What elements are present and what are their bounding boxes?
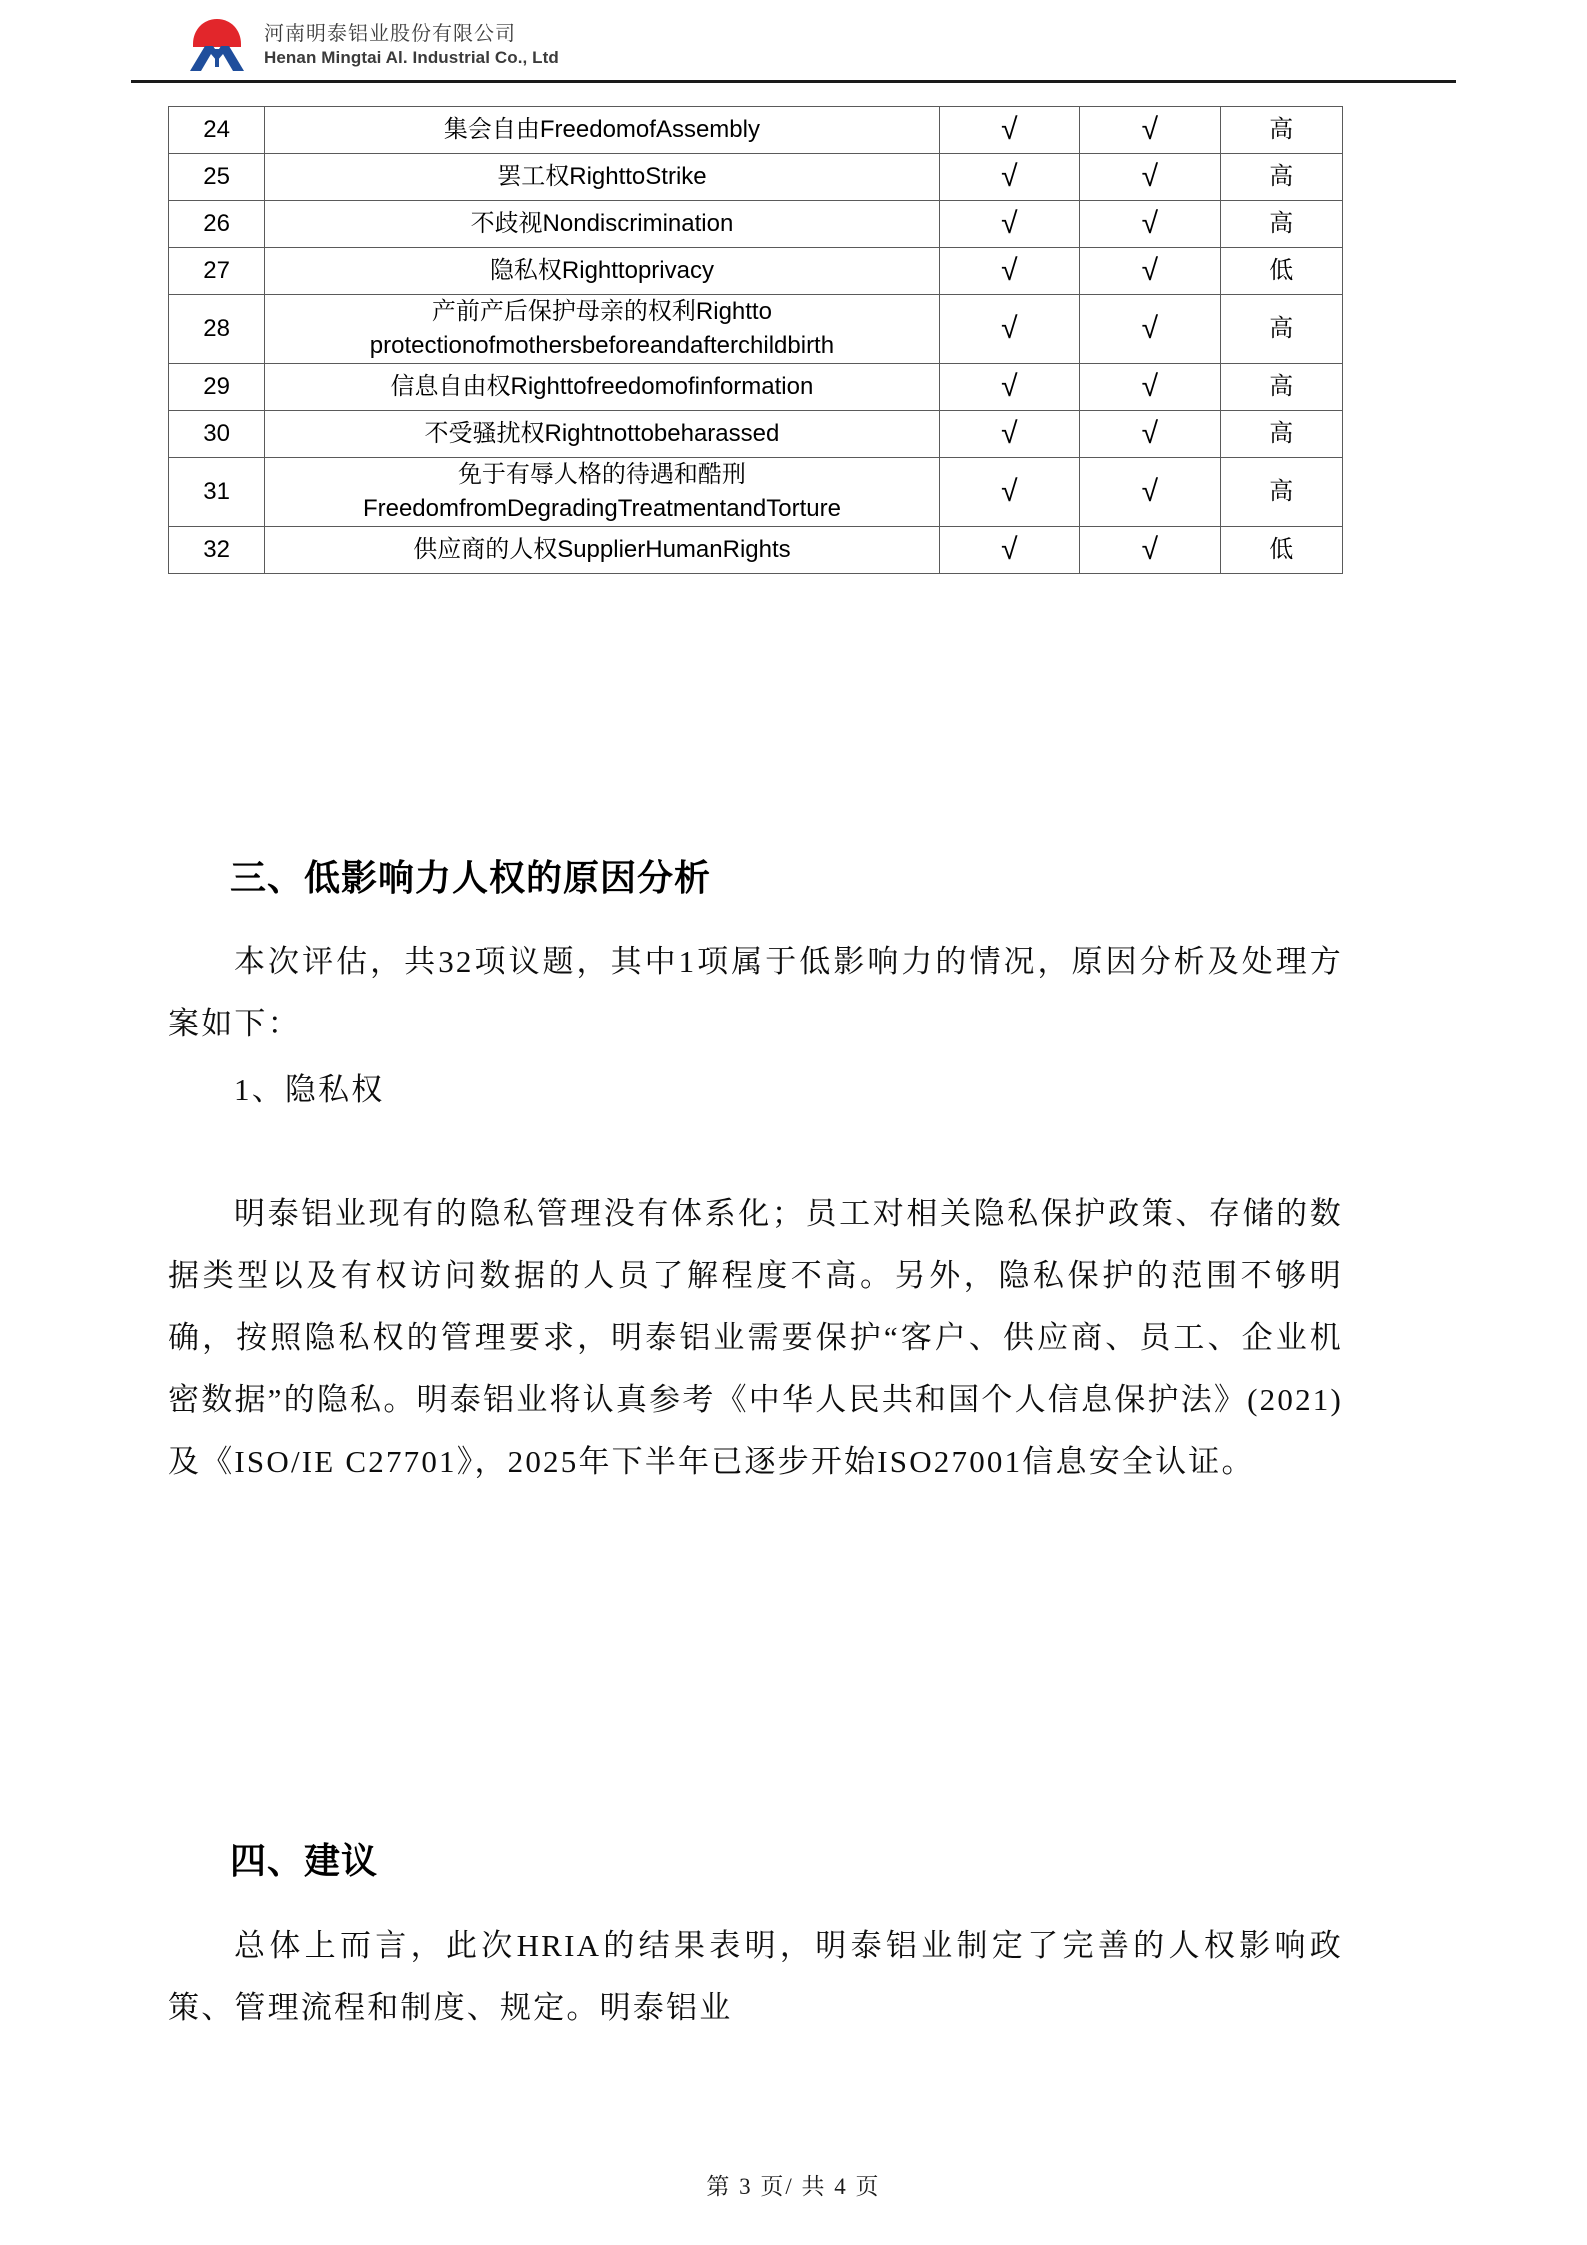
human-rights-issues-table bbox=[168, 106, 1343, 574]
cell-issue-name: 集会自由FreedomofAssembly bbox=[265, 107, 939, 154]
cell-check-2: √ bbox=[1080, 364, 1221, 411]
table-row bbox=[169, 295, 1343, 364]
cell-issue-name: 信息自由权Righttofreedomofinformation bbox=[265, 364, 939, 411]
section-3-paragraph-1: 本次评估，共32项议题，其中1项属于低影响力的情况，原因分析及处理方案如下： bbox=[168, 944, 1343, 1041]
cell-impact-level: 高 bbox=[1220, 364, 1342, 411]
cell-row-number: 25 bbox=[169, 154, 265, 201]
cell-check-1: √ bbox=[939, 248, 1080, 295]
table-body bbox=[169, 107, 1343, 574]
cell-impact-level: 低 bbox=[1220, 248, 1342, 295]
section-4-paragraph-1: 总体上而言，此次HRIA的结果表明，明泰铝业制定了完善的人权影响政策、管理流程和制度、规定。明泰铝业 bbox=[168, 1928, 1343, 2025]
cell-issue-name: 不受骚扰权Rightnottobeharassed bbox=[265, 411, 939, 458]
cell-check-1: √ bbox=[939, 364, 1080, 411]
cell-check-1: √ bbox=[939, 458, 1080, 527]
cell-check-1: √ bbox=[939, 527, 1080, 574]
cell-check-2: √ bbox=[1080, 154, 1221, 201]
cell-impact-level: 高 bbox=[1220, 295, 1342, 364]
cell-impact-level: 低 bbox=[1220, 527, 1342, 574]
cell-check-2: √ bbox=[1080, 201, 1221, 248]
cell-issue-name: 隐私权Righttoprivacy bbox=[265, 248, 939, 295]
mingtai-sunrise-logo-icon bbox=[186, 16, 248, 74]
company-name-block bbox=[264, 24, 559, 66]
cell-impact-level: 高 bbox=[1220, 411, 1342, 458]
table-row bbox=[169, 201, 1343, 248]
cell-check-1: √ bbox=[939, 295, 1080, 364]
section-3-heading: 三、低影响力人权的原因分析 bbox=[230, 856, 712, 898]
cell-check-2: √ bbox=[1080, 411, 1221, 458]
section-3-paragraph-2: 明泰铝业现有的隐私管理没有体系化；员工对相关隐私保护政策、存储的数据类型以及有权访问数据的人员了解程度不高。另外，隐私保护的范围不够明确，按照隐私权的管理要求，明泰铝业需要保护“客户、供应商、员工、企业机密数据”的隐私。明泰铝业将认真参考《中华人民共和国个人信息保护法》(2021)及《ISO/IE C27701》，2025年下半年已逐步开始ISO27001信息安全认证。 bbox=[168, 1196, 1343, 1479]
cell-impact-level: 高 bbox=[1220, 458, 1342, 527]
table-row bbox=[169, 154, 1343, 201]
cell-issue-name: 罢工权RighttoStrike bbox=[265, 154, 939, 201]
company-logo-block bbox=[186, 16, 559, 74]
page-footer: 第 3 页/ 共 4 页 bbox=[706, 2174, 881, 2199]
table-row bbox=[169, 527, 1343, 574]
letterhead bbox=[0, 0, 1587, 118]
cell-row-number: 32 bbox=[169, 527, 265, 574]
cell-check-1: √ bbox=[939, 107, 1080, 154]
cell-row-number: 31 bbox=[169, 458, 265, 527]
cell-impact-level: 高 bbox=[1220, 201, 1342, 248]
cell-row-number: 30 bbox=[169, 411, 265, 458]
cell-check-1: √ bbox=[939, 201, 1080, 248]
cell-impact-level: 高 bbox=[1220, 107, 1342, 154]
table-row bbox=[169, 364, 1343, 411]
table-row bbox=[169, 458, 1343, 527]
section-4-heading: 四、建议 bbox=[230, 1839, 379, 1881]
table-row bbox=[169, 107, 1343, 154]
cell-check-2: √ bbox=[1080, 527, 1221, 574]
cell-check-2: √ bbox=[1080, 458, 1221, 527]
cell-row-number: 28 bbox=[169, 295, 265, 364]
cell-impact-level: 高 bbox=[1220, 154, 1342, 201]
company-name-cn: 河南明泰铝业股份有限公司 bbox=[264, 23, 516, 45]
cell-row-number: 29 bbox=[169, 364, 265, 411]
cell-row-number: 26 bbox=[169, 201, 265, 248]
cell-check-1: √ bbox=[939, 154, 1080, 201]
cell-check-2: √ bbox=[1080, 295, 1221, 364]
cell-issue-name: 产前产后保护母亲的权利Rightto protectionofmothersbeforeandafterchildbirth bbox=[265, 295, 939, 364]
cell-row-number: 24 bbox=[169, 107, 265, 154]
cell-check-2: √ bbox=[1080, 248, 1221, 295]
cell-issue-name: 不歧视Nondiscrimination bbox=[265, 201, 939, 248]
cell-row-number: 27 bbox=[169, 248, 265, 295]
section-3-item-1-title: 1、隐私权 bbox=[234, 1072, 385, 1107]
cell-issue-name: 免于有辱人格的待遇和酷刑 FreedomfromDegradingTreatmentandTorture bbox=[265, 458, 939, 527]
header-divider bbox=[131, 80, 1456, 83]
company-name-en: Henan Mingtai Al. Industrial Co., Ltd bbox=[264, 48, 559, 67]
table-row bbox=[169, 248, 1343, 295]
cell-check-2: √ bbox=[1080, 107, 1221, 154]
cell-issue-name: 供应商的人权SupplierHumanRights bbox=[265, 527, 939, 574]
table-row bbox=[169, 411, 1343, 458]
cell-check-1: √ bbox=[939, 411, 1080, 458]
